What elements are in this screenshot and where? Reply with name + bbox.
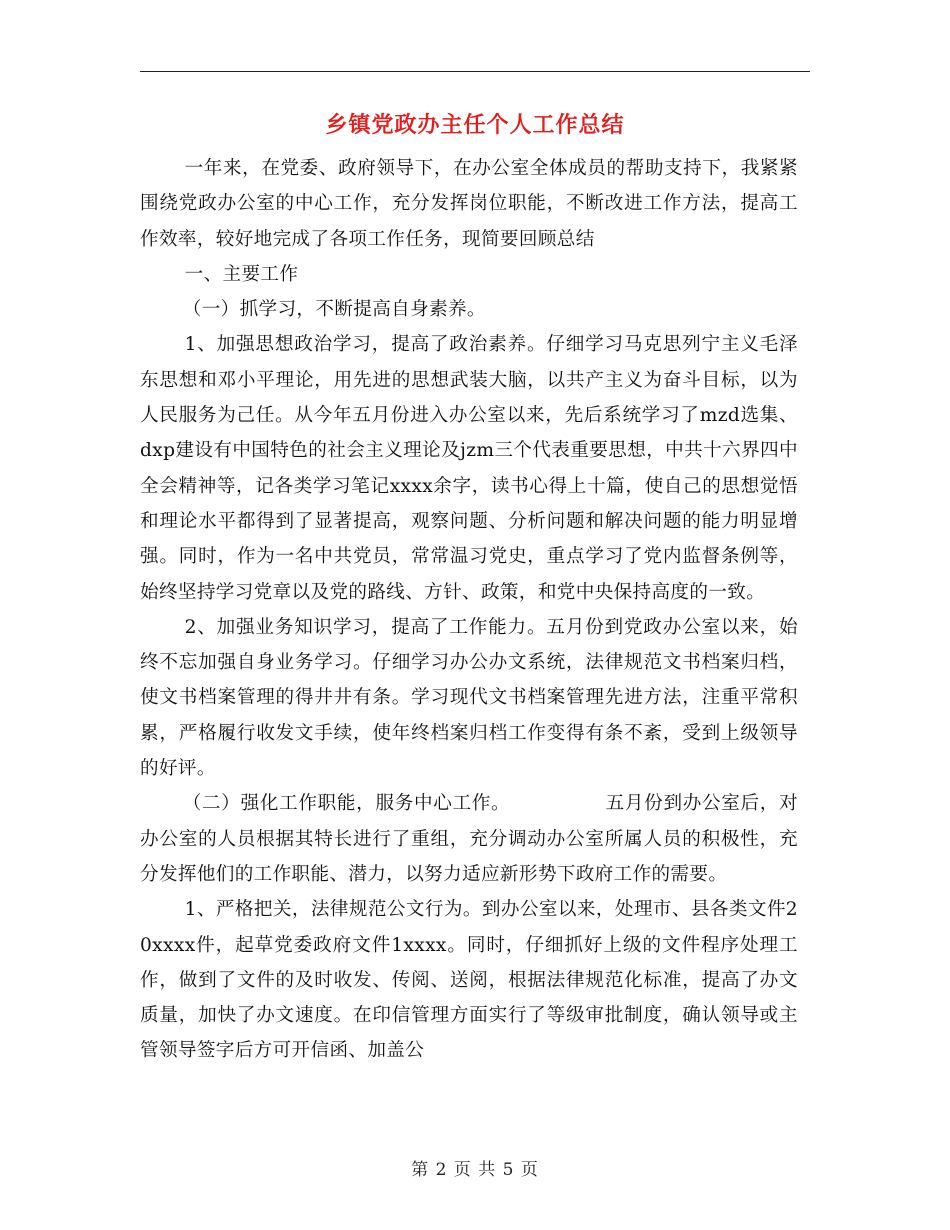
subsection-heading-functions: （二）强化工作职能，服务中心工作。 (182, 793, 511, 815)
document-title: 乡镇党政办主任个人工作总结 (325, 113, 625, 138)
section-heading-main-work: 一、主要工作 (184, 263, 299, 285)
subsection-heading-study: （一）抓学习，不断提高自身素养。 (182, 299, 486, 321)
document-body (140, 151, 798, 1069)
page-number-footer: 第 2 页 共 5 页 (411, 1160, 539, 1180)
header-rule (140, 71, 810, 72)
paragraph-business-study: 2、加强业务知识学习，提高了工作能力。五月份到党政办公室以来，始终不忘加强自身业务学习。仔细学习办公办文系统，法律规范文书档案归档，使文书档案管理的得井井有条。学习现代文书档案管理先进方法，注重平常积累，严格履行收发文手续，使年终档案归档工作变得有条不紊，受到上级领导的好评。 (140, 616, 798, 780)
intro-paragraph: 一年来，在党委、政府领导下，在办公室全体成员的帮助支持下，我紧紧围绕党政办公室的中心工作，充分发挥岗位职能，不断改进工作方法，提高工作效率，较好地完成了各项工作任务，现简要回顾总结 (140, 158, 798, 250)
subsection-paragraph-functions (140, 786, 798, 892)
paragraph-political-study: 1、加强思想政治学习，提高了政治素养。仔细学习马克思列宁主义毛泽东思想和邓小平理论，用先进的思想武装大脑，以共产主义为奋斗目标，以为人民服务为己任。从今年五月份进入办公室以来，先后系统学习了mzd选集、dxp建设有中国特色的社会主义理论及jzm三个代表重要思想，中共十六界四中全会精神等，记各类学习笔记xxxx余字，读书心得上十篇，使自己的思想觉悟和理论水平都得到了显著提高，观察问题、分析问题和解决问题的能力明显增强。同时，作为一名中共党员，常常温习党史，重点学习了党内监督条例等，始终坚持学习党章以及党的路线、方针、政策，和党中央保持高度的一致。 (140, 334, 798, 603)
subsection-text-functions: 五月份到办公室后，对办公室的人员根据其特长进行了重组，充分调动办公室所属人员的积极性，充分发挥他们的工作职能、潜力，以努力适应新形势下政府工作的需要。 (140, 793, 798, 885)
paragraph-document-handling: 1、严格把关，法律规范公文行为。到办公室以来，处理市、县各类文件20xxxx件，起草党委政府文件1xxxx。同时，仔细抓好上级的文件程序处理工作，做到了文件的及时收发、传阅、送阅，根据法律规范化标准，提高了办文质量，加快了办文速度。在印信管理方面实行了等级审批制度，确认领导或主管领导签字后方可开信函、加盖公 (140, 899, 798, 1062)
